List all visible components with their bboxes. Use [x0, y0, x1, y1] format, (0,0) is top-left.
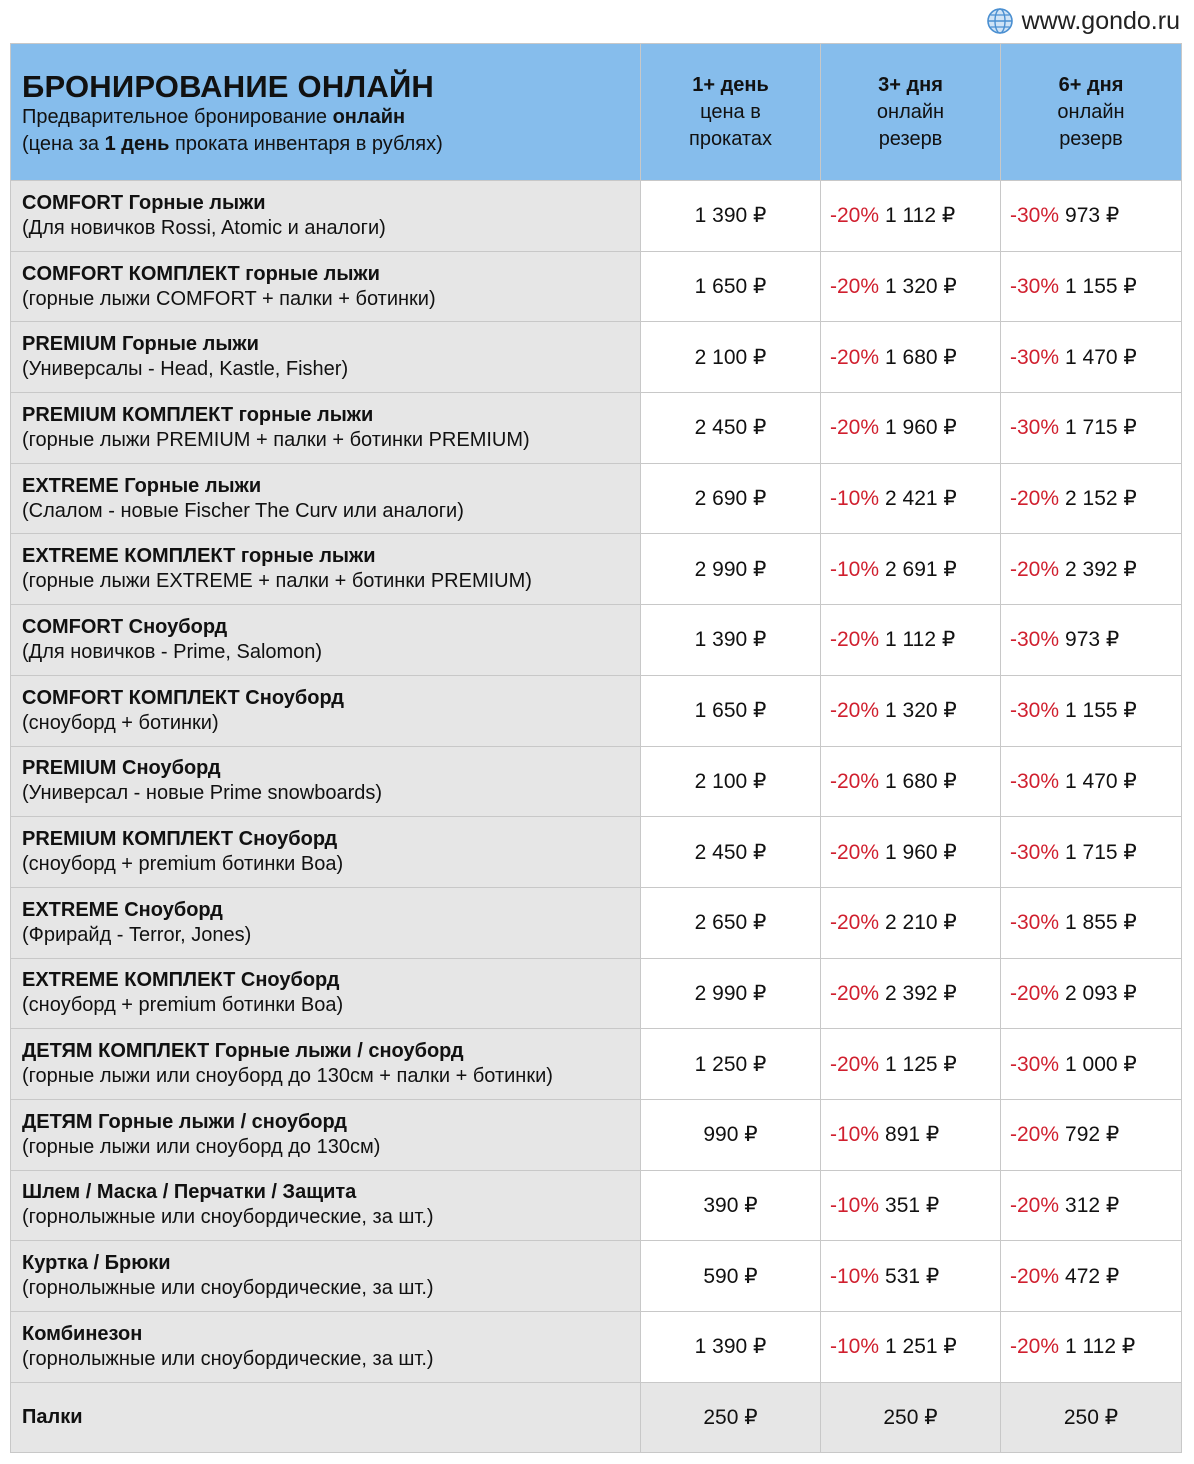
price-3days: 1 320 ₽ [885, 275, 957, 299]
discount-6days: -30% [1010, 1052, 1060, 1076]
discount-3days: -20% [830, 769, 880, 793]
price-6days: 472 ₽ [1065, 1264, 1120, 1288]
item-name: Куртка / Брюки [22, 1252, 171, 1275]
price-3days: 891 ₽ [885, 1123, 940, 1147]
page-title: БРОНИРОВАНИЕ ОНЛАЙН [22, 69, 435, 104]
item-name-cell [11, 181, 641, 252]
price-6days-cell [1001, 1099, 1182, 1170]
item-name: ДЕТЯМ КОМПЛЕКТ Горные лыжи / сноуборд [22, 1040, 464, 1063]
item-name-cell [11, 675, 641, 746]
table-row [11, 463, 1182, 534]
item-description: (Универсалы - Head, Kastle, Fisher) [22, 358, 349, 381]
price-3days: 2 392 ₽ [885, 981, 957, 1005]
item-name-cell [11, 251, 641, 322]
discount-6days: -20% [1010, 557, 1060, 581]
price-6days: 2 392 ₽ [1065, 557, 1137, 581]
table-row [11, 605, 1182, 676]
table-row [11, 1241, 1182, 1312]
table-row [11, 1312, 1182, 1383]
price-6days-cell [1001, 463, 1182, 534]
price-6days-cell [1001, 1312, 1182, 1383]
item-description: (горные лыжи или сноуборд до 130см) [22, 1135, 381, 1158]
table-row-poles [11, 1382, 1182, 1453]
price-6days-cell [1001, 1029, 1182, 1100]
price-1day: 390 ₽ [641, 1170, 821, 1241]
price-6days: 1 112 ₽ [1065, 1335, 1136, 1359]
item-description: (горные лыжи PREMIUM + палки + ботинки PREMIUM) [22, 428, 530, 451]
item-name: COMFORT КОМПЛЕКТ горные лыжи [22, 262, 380, 285]
item-name-cell [11, 1099, 641, 1170]
price-3days-cell [821, 322, 1001, 393]
item-name-cell [11, 817, 641, 888]
discount-3days: -20% [830, 1052, 880, 1076]
header-subtitle-1 [22, 104, 640, 131]
price-3days-cell [821, 1029, 1001, 1100]
site-url[interactable] [986, 4, 1180, 38]
price-1day: 990 ₽ [641, 1099, 821, 1170]
discount-3days: -20% [830, 840, 880, 864]
price-3days-cell [821, 393, 1001, 464]
price-6days-cell [1001, 887, 1182, 958]
price-1day: 1 650 ₽ [641, 675, 821, 746]
price-3days: 2 691 ₽ [885, 557, 957, 581]
item-name: ДЕТЯМ Горные лыжи / сноуборд [22, 1110, 347, 1133]
price-1day: 2 990 ₽ [641, 534, 821, 605]
price-1day: 590 ₽ [641, 1241, 821, 1312]
price-3days-cell [821, 1312, 1001, 1383]
globe-icon [986, 7, 1014, 35]
price-1day: 1 390 ₽ [641, 1312, 821, 1383]
price-6days: 1 715 ₽ [1065, 416, 1137, 440]
table-header-row [11, 44, 1182, 181]
price-6days: 1 155 ₽ [1065, 699, 1137, 723]
price-1day: 2 650 ₽ [641, 887, 821, 958]
discount-6days: -30% [1010, 840, 1060, 864]
price-1day: 1 390 ₽ [641, 181, 821, 252]
col-3-line2: онлайн [1057, 100, 1125, 123]
discount-6days: -30% [1010, 345, 1060, 369]
table-row [11, 534, 1182, 605]
price-6days-cell [1001, 675, 1182, 746]
discount-3days: -10% [830, 557, 880, 581]
item-description: (сноуборд + premium ботинки Boa) [22, 994, 344, 1017]
item-description: (горнолыжные или сноубордические, за шт.) [22, 1277, 434, 1300]
price-3days-cell [821, 958, 1001, 1029]
subtitle-2-bold: 1 день [104, 133, 170, 155]
item-name-cell [11, 463, 641, 534]
price-3days: 1 960 ₽ [885, 840, 957, 864]
item-name-cell [11, 1312, 641, 1383]
price-1day: 2 690 ₽ [641, 463, 821, 534]
price-3days: 1 960 ₽ [885, 416, 957, 440]
price-6days: 792 ₽ [1065, 1123, 1120, 1147]
discount-6days: -20% [1010, 487, 1060, 511]
price-1day: 1 650 ₽ [641, 251, 821, 322]
price-3days: 2 421 ₽ [885, 487, 957, 511]
item-name-cell [11, 393, 641, 464]
col-2-title: 3+ дня [878, 73, 943, 96]
item-description: (Слалом - новые Fischer The Curv или аналоги) [22, 499, 464, 522]
price-6days-cell [1001, 1170, 1182, 1241]
price-3days-cell [821, 746, 1001, 817]
table-row [11, 393, 1182, 464]
price-1day: 250 ₽ [641, 1382, 821, 1453]
price-6days-cell [1001, 181, 1182, 252]
item-name: COMFORT Горные лыжи [22, 191, 266, 214]
price-6days: 1 715 ₽ [1065, 840, 1137, 864]
item-name-cell [11, 958, 641, 1029]
price-6days: 250 ₽ [1001, 1382, 1182, 1453]
item-name-cell [11, 534, 641, 605]
price-6days: 1 470 ₽ [1065, 345, 1137, 369]
price-6days: 2 152 ₽ [1065, 487, 1137, 511]
price-1day: 2 100 ₽ [641, 322, 821, 393]
discount-6days: -20% [1010, 981, 1060, 1005]
price-1day: 1 390 ₽ [641, 605, 821, 676]
price-6days: 973 ₽ [1065, 204, 1120, 228]
col-3-title: 6+ дня [1058, 73, 1124, 96]
discount-3days: -20% [830, 416, 880, 440]
col-1-line3: прокатах [688, 127, 772, 150]
item-name: EXTREME Сноуборд [22, 898, 223, 921]
price-3days-cell [821, 534, 1001, 605]
price-1day: 2 450 ₽ [641, 393, 821, 464]
discount-6days: -30% [1010, 699, 1060, 723]
subtitle-1-bold: онлайн [332, 106, 406, 128]
price-3days-cell [821, 181, 1001, 252]
price-6days: 312 ₽ [1065, 1193, 1120, 1217]
discount-3days: -10% [830, 1264, 880, 1288]
price-3days-cell [821, 675, 1001, 746]
discount-6days: -30% [1010, 911, 1060, 935]
table-row [11, 817, 1182, 888]
price-6days-cell [1001, 534, 1182, 605]
price-6days-cell [1001, 322, 1182, 393]
discount-3days: -10% [830, 487, 880, 511]
price-1day: 2 100 ₽ [641, 746, 821, 817]
discount-3days: -20% [830, 628, 880, 652]
column-header-1day [641, 44, 821, 181]
price-6days-cell [1001, 958, 1182, 1029]
item-name-cell [11, 1241, 641, 1312]
item-description: (сноуборд + ботинки) [22, 711, 219, 734]
price-3days: 1 680 ₽ [885, 345, 957, 369]
discount-3days: -10% [830, 1335, 880, 1359]
column-header-6days [1001, 44, 1182, 181]
item-name-cell [11, 1170, 641, 1241]
discount-6days: -20% [1010, 1264, 1060, 1288]
discount-6days: -30% [1010, 416, 1060, 440]
price-3days: 531 ₽ [885, 1264, 940, 1288]
price-3days-cell [821, 887, 1001, 958]
table-row [11, 251, 1182, 322]
item-name: EXTREME КОМПЛЕКТ горные лыжи [22, 545, 376, 568]
item-description: (Для новичков Rossi, Atomic и аналоги) [22, 216, 386, 239]
item-description: (горнолыжные или сноубордические, за шт.) [22, 1206, 434, 1229]
price-3days: 1 251 ₽ [885, 1335, 957, 1359]
price-3days: 1 125 ₽ [885, 1052, 957, 1076]
item-description: (горные лыжи или сноуборд до 130см + палки + ботинки) [22, 1065, 553, 1088]
header-title-cell [11, 44, 641, 181]
price-6days: 1 855 ₽ [1065, 911, 1137, 935]
discount-3days: -10% [830, 1123, 880, 1147]
price-3days: 351 ₽ [885, 1193, 940, 1217]
discount-3days: -20% [830, 345, 880, 369]
table-row [11, 322, 1182, 393]
item-description: (Фрирайд - Terror, Jones) [22, 923, 252, 946]
price-3days: 250 ₽ [821, 1382, 1001, 1453]
discount-6days: -20% [1010, 1335, 1060, 1359]
col-2-line2: онлайн [876, 100, 945, 123]
item-name-cell [11, 605, 641, 676]
item-name: COMFORT Сноуборд [22, 615, 228, 638]
header-subtitle-2 [22, 131, 640, 158]
price-1day: 2 450 ₽ [641, 817, 821, 888]
price-3days: 2 210 ₽ [885, 911, 957, 935]
item-description: (Универсал - новые Prime snowboards) [22, 782, 383, 805]
price-6days: 1 155 ₽ [1065, 275, 1137, 299]
price-3days-cell [821, 1099, 1001, 1170]
price-6days-cell [1001, 746, 1182, 817]
price-3days-cell [821, 1170, 1001, 1241]
price-6days: 973 ₽ [1065, 628, 1120, 652]
price-3days: 1 112 ₽ [885, 204, 956, 228]
item-name: Комбинезон [22, 1322, 143, 1345]
price-3days: 1 320 ₽ [885, 699, 957, 723]
item-description: (горнолыжные или сноубордические, за шт.) [22, 1347, 434, 1370]
discount-6days: -30% [1010, 628, 1060, 652]
discount-3days: -20% [830, 699, 880, 723]
discount-6days: -20% [1010, 1193, 1060, 1217]
discount-3days: -20% [830, 204, 880, 228]
discount-3days: -20% [830, 911, 880, 935]
table-row [11, 181, 1182, 252]
discount-3days: -20% [830, 981, 880, 1005]
item-description: (горные лыжи COMFORT + палки + ботинки) [22, 287, 436, 310]
price-6days: 1 470 ₽ [1065, 769, 1137, 793]
discount-6days: -30% [1010, 275, 1060, 299]
subtitle-1-text: Предварительное бронирование [22, 106, 333, 128]
item-name: PREMIUM КОМПЛЕКТ Сноуборд [22, 828, 338, 851]
col-3-line3: резерв [1059, 127, 1123, 150]
item-name-cell [11, 887, 641, 958]
item-name-cell [11, 322, 641, 393]
price-3days-cell [821, 817, 1001, 888]
column-header-3days [821, 44, 1001, 181]
price-6days-cell [1001, 1241, 1182, 1312]
price-3days-cell [821, 605, 1001, 676]
price-6days-cell [1001, 817, 1182, 888]
item-name-cell [11, 746, 641, 817]
price-6days: 2 093 ₽ [1065, 981, 1137, 1005]
price-6days-cell [1001, 251, 1182, 322]
col-2-line3: резерв [878, 127, 943, 150]
item-name: PREMIUM Сноуборд [22, 757, 221, 780]
subtitle-2-end: проката инвентаря в рублях) [169, 133, 443, 155]
table-row [11, 887, 1182, 958]
item-name: PREMIUM Горные лыжи [22, 333, 259, 356]
price-6days-cell [1001, 605, 1182, 676]
table-row [11, 675, 1182, 746]
table-row [11, 1029, 1182, 1100]
price-3days-cell [821, 1241, 1001, 1312]
price-3days-cell [821, 463, 1001, 534]
item-name: Шлем / Маска / Перчатки / Защита [22, 1181, 357, 1204]
price-table [10, 43, 1182, 1453]
price-3days: 1 112 ₽ [885, 628, 956, 652]
subtitle-2-text: (цена за [22, 133, 105, 155]
col-1-line2: цена в [700, 100, 761, 123]
item-name-cell [11, 1029, 641, 1100]
price-1day: 2 990 ₽ [641, 958, 821, 1029]
table-row [11, 1170, 1182, 1241]
item-name: EXTREME КОМПЛЕКТ Сноуборд [22, 969, 340, 992]
col-1-title: 1+ день [692, 73, 769, 96]
price-1day: 1 250 ₽ [641, 1029, 821, 1100]
price-6days: 1 000 ₽ [1065, 1052, 1137, 1076]
discount-6days: -30% [1010, 204, 1060, 228]
item-description: (горные лыжи EXTREME + палки + ботинки PREMIUM) [22, 570, 532, 593]
item-name-cell [11, 1382, 641, 1453]
site-url-text: www.gondo.ru [1021, 6, 1180, 35]
discount-3days: -10% [830, 1193, 880, 1217]
discount-3days: -20% [830, 275, 880, 299]
discount-6days: -20% [1010, 1123, 1060, 1147]
item-name: EXTREME Горные лыжи [22, 474, 262, 497]
price-3days: 1 680 ₽ [885, 769, 957, 793]
table-row [11, 746, 1182, 817]
table-row [11, 958, 1182, 1029]
price-3days-cell [821, 251, 1001, 322]
item-name: PREMIUM КОМПЛЕКТ горные лыжи [22, 403, 374, 426]
item-description: (Для новичков - Prime, Salomon) [22, 640, 323, 663]
table-row [11, 1099, 1182, 1170]
item-description: (сноуборд + premium ботинки Boa) [22, 853, 344, 876]
item-name: Палки [22, 1406, 83, 1429]
price-6days-cell [1001, 393, 1182, 464]
item-name: COMFORT КОМПЛЕКТ Сноуборд [22, 686, 344, 709]
discount-6days: -30% [1010, 769, 1060, 793]
